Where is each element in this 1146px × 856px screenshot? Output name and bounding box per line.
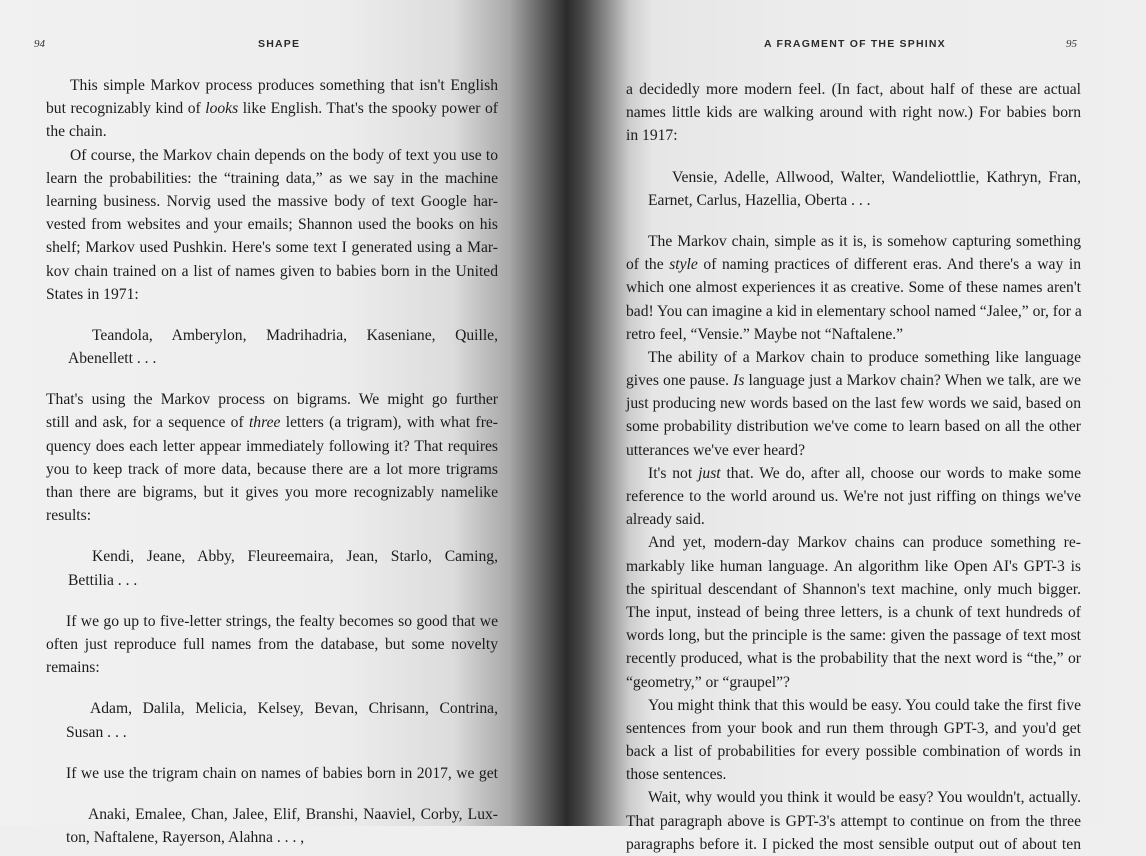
text-line: some probability distribution we've come to learn based on all the other [626,418,1081,436]
text-line: bad! You can imagine a kid in elementary school named “Jalee,” or, for a [626,302,1082,320]
text-line: learning business. Norvig used the massive body of text Google har- [46,192,498,210]
text-line: recently produced, what is the probability that the next word is “the,” or [626,650,1081,668]
left-page [0,0,566,847]
text-line: markably like human language. An algorithm like Open AI's GPT-3 is [626,557,1081,575]
text-line: shelf; Markov used Pushkin. Here's some text I generated using a Mar- [46,239,498,257]
paragraph-gap [626,212,1081,230]
text-line: already said. [626,511,705,529]
text-line: those sentences. [626,766,727,784]
paragraph-gap [46,370,498,388]
text-line: And yet, modern-day Markov chains can produce something re- [648,534,1081,552]
text-line: If we use the trigram chain on names of babies born in 2017, we get [66,764,498,782]
text-line: “geometry,” or “graupel”? [626,673,790,691]
running-head: A FRAGMENT OF THE SPHINX [764,38,946,50]
text-line: The Markov chain, simple as it is, is somehow capturing something [648,232,1081,250]
text-line: That's using the Markov process on bigrams. We might go further [46,391,498,409]
text-line: utterances we've ever heard? [626,441,805,459]
text-line: gives one pause. Is language just a Markov chain? When we talk, are we [626,372,1081,390]
page-number: 94 [34,38,45,50]
paragraph-gap [46,592,498,610]
text-line: kov chain trained on a list of names given to babies born in the United [46,262,498,280]
page-number: 95 [1066,38,1077,50]
text-line: just producing new words based on the last few words we said, based on [626,395,1081,413]
text-line: You might think that this would be easy. You could take the first five [648,696,1081,714]
text-line: Susan . . . [66,723,127,741]
paragraph-gap [46,744,498,762]
text-line: you to keep track of more data, because there are a lot more trigrams [46,460,498,478]
text-line: The ability of a Markov chain to produce something like language [648,348,1081,366]
text-line: names little kids are walking around with right now.) For babies born [626,104,1081,122]
text-line: words long, but the principle is the same: given the passage of text most [626,627,1081,645]
text-line: Earnet, Carlus, Hazellia, Oberta . . . [648,191,871,209]
text-line: Abenellett . . . [68,350,157,368]
paragraph-gap [46,785,498,803]
text-line: results: [46,507,92,525]
text-line: often just reproduce full names from the database, but some novelty [46,635,498,653]
text-line: The input, instead of being three letters, is a chunk of text hundreds of [626,603,1081,621]
text-line: ton, Naftalene, Rayerson, Alahna . . . , [66,829,305,847]
text-line: a decidedly more modern feel. (In fact, about half of these are actual [626,81,1081,98]
text-line: quency does each letter appear immediately following it? That requires [46,437,498,455]
paragraph-gap [46,679,498,697]
right-page [566,0,1146,853]
text-line: the spiritual descendant of Shannon's text machine, only much bigger. [626,580,1081,598]
text-line: Vensie, Adelle, Allwood, Walter, Wandeliottlie, Kathryn, Fran, [672,168,1081,186]
page-body [46,74,498,849]
text-line: Wait, why would you think it would be easy? You wouldn't, actually. [648,789,1081,807]
text-line: If we go up to five-letter strings, the fealty becomes so good that we [66,612,498,630]
text-line: It's not just that. We do, after all, choose our words to make some [648,464,1081,482]
text-line: the chain. [46,123,107,141]
text-line: in 1917: [626,127,678,145]
text-line: remains: [46,659,100,677]
text-line: Adam, Dalila, Melicia, Kelsey, Bevan, Chrisann, Contrina, [90,700,498,718]
text-line: States in 1971: [46,285,139,303]
text-line: still and ask, for a sequence of three letters (a trigram), with what fre- [46,414,498,432]
running-head: SHAPE [258,38,301,50]
text-line: but recognizably kind of looks like English. That's the spooky power of [46,100,498,118]
text-line: Kendi, Jeane, Abby, Fleureemaira, Jean, Starlo, Caming, [92,548,498,566]
text-line: paragraphs before it. I picked the most sensible output out of about ten [626,835,1081,853]
paragraph-gap [626,148,1081,166]
text-line: Teandola, Amberylon, Madrihadria, Kaseniane, Quille, [92,326,498,344]
text-line: vested from websites and your emails; Shannon used the books on his [46,216,498,234]
page-body [626,78,1081,856]
text-line: Anaki, Emalee, Chan, Jalee, Elif, Branshi, Naaviel, Corby, Lux- [88,805,498,823]
paragraph-gap [46,527,498,545]
text-line: reference to the world around us. We're not just riffing on things we've [626,488,1081,505]
text-line: back a list of probabilities for every possible combination of words in [626,743,1081,761]
text-line: This simple Markov process produces something that isn't English [70,77,498,94]
text-line: That paragraph above is GPT-3's attempt to continue on from the three [626,812,1081,830]
paragraph-gap [46,306,498,324]
text-line: sentences from your book and run them through GPT-3, and you'd get [626,719,1081,737]
text-line: Of course, the Markov chain depends on the body of text you use to [70,146,498,164]
text-line: which one almost experiences it as creative. Some of these names aren't [626,279,1081,297]
text-line: than there are bigrams, but it gives you more recognizably namelike [46,484,498,501]
text-line: of the style of naming practices of different eras. And there's a way in [626,256,1081,274]
text-line: retro feel, “Vensie.” Maybe not “Naftalene.” [626,325,904,343]
text-line: learn the probabilities: the “training data,” as we say in the machine [46,169,498,187]
text-line: Bettilia . . . [68,571,138,589]
